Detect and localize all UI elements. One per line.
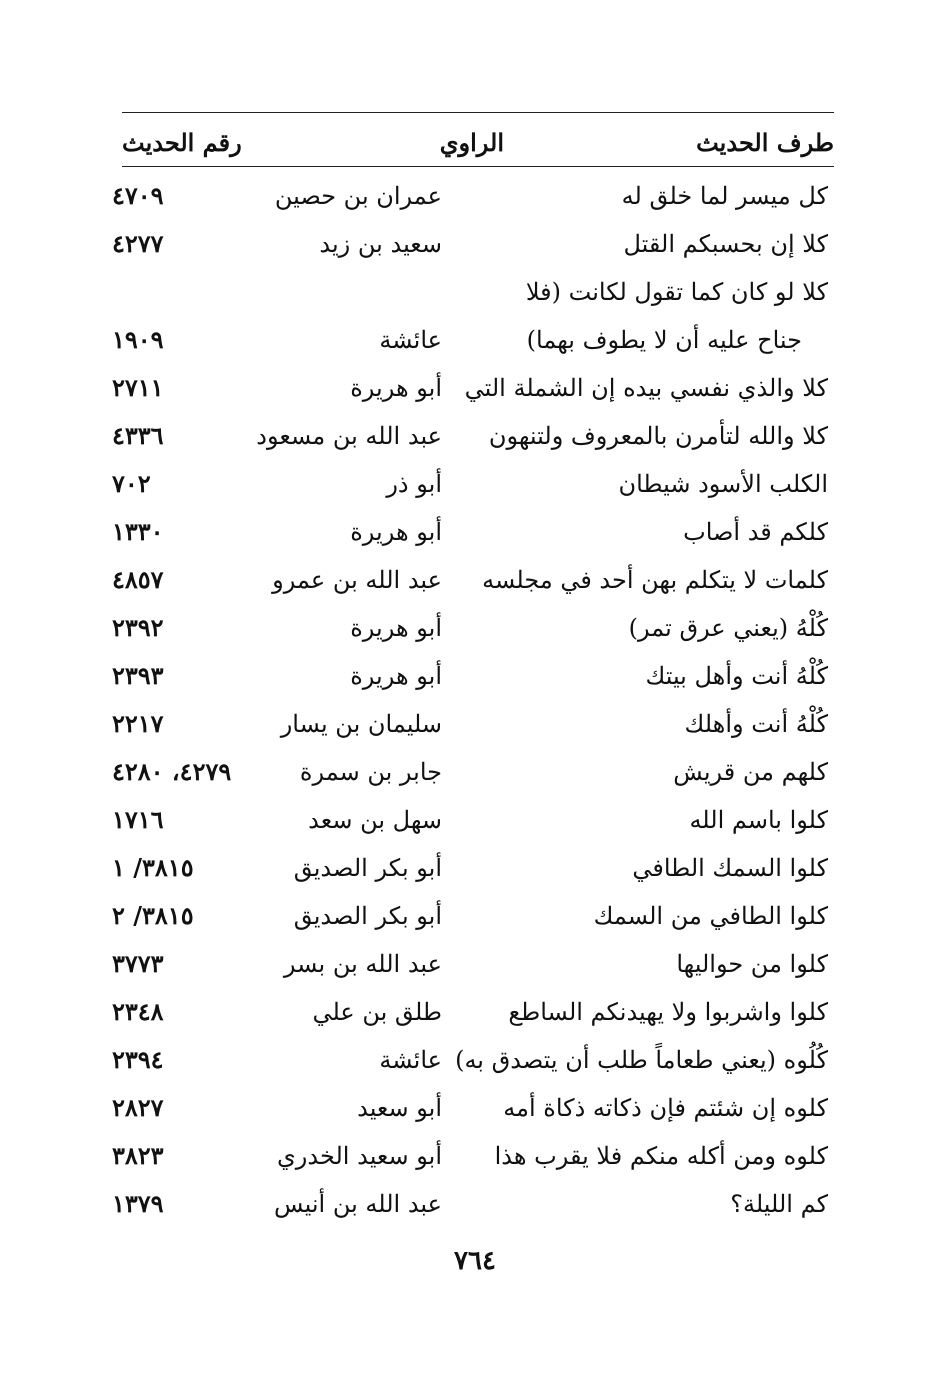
hadith-number: ٢٣٩٤ bbox=[112, 1045, 164, 1074]
hadith-number: ٤٧٠٩ bbox=[112, 181, 164, 210]
hadith-index-table bbox=[0, 172, 950, 1228]
hadith-text: كلا لو كان كما تقول لكانت (فلا bbox=[525, 278, 828, 306]
hadith-text: كل ميسر لما خلق له bbox=[621, 182, 828, 210]
narrator: أبو بكر الصديق bbox=[293, 854, 442, 882]
narrator: سهل بن سعد bbox=[308, 806, 442, 834]
hadith-number: ١٩٠٩ bbox=[112, 325, 164, 354]
narrator: طلق بن علي bbox=[312, 998, 442, 1026]
hadith-number: ٧٠٢ bbox=[112, 469, 151, 498]
table-row bbox=[0, 268, 950, 316]
hadith-text: كلوه ومن أكله منكم فلا يقرب هذا bbox=[494, 1142, 828, 1170]
table-row bbox=[0, 316, 950, 364]
hadith-number: ١٣٧٩ bbox=[112, 1189, 164, 1218]
narrator: سليمان بن يسار bbox=[280, 710, 442, 738]
narrator: عمران بن حصين bbox=[274, 182, 442, 210]
narrator: عائشة bbox=[379, 1046, 442, 1074]
hadith-number: ٤٢٧٩، ٤٢٨٠ bbox=[112, 757, 232, 786]
header-hadith-text: طرف الحديث bbox=[696, 128, 834, 157]
table-row bbox=[0, 172, 950, 220]
hadith-text: كلمات لا يتكلم بهن أحد في مجلسه bbox=[482, 566, 828, 594]
narrator: عبد الله بن عمرو bbox=[272, 566, 442, 594]
table-row bbox=[0, 700, 950, 748]
table-row bbox=[0, 748, 950, 796]
narrator: أبو هريرة bbox=[350, 518, 442, 546]
hadith-text: كلهم من قريش bbox=[673, 758, 828, 786]
hadith-text: كُلْهُ أنت وأهل بيتك bbox=[645, 662, 828, 690]
narrator: أبو بكر الصديق bbox=[293, 902, 442, 930]
table-row bbox=[0, 844, 950, 892]
hadith-number: ٣٨١٥/ ٢ bbox=[112, 901, 194, 930]
table-row bbox=[0, 1180, 950, 1228]
table-row bbox=[0, 412, 950, 460]
hadith-text: كم الليلة؟ bbox=[730, 1190, 828, 1218]
page-number: ٧٦٤ bbox=[454, 1246, 496, 1276]
hadith-text: كُلْهُ (يعني عرق تمر) bbox=[628, 614, 828, 642]
hadith-number: ٣٧٧٣ bbox=[112, 949, 164, 978]
hadith-number: ٣٨٢٣ bbox=[112, 1141, 164, 1170]
hadith-number: ٢٨٢٧ bbox=[112, 1093, 164, 1122]
hadith-number: ٢٣٩٢ bbox=[112, 613, 164, 642]
narrator: أبو هريرة bbox=[350, 662, 442, 690]
hadith-number: ١٣٣٠ bbox=[112, 517, 164, 546]
narrator: عائشة bbox=[379, 326, 442, 354]
hadith-number: ٤٣٣٦ bbox=[112, 421, 164, 450]
hadith-number: ٢٢١٧ bbox=[112, 709, 164, 738]
hadith-text: كلوا من حواليها bbox=[676, 950, 828, 978]
header-hadith-number: رقم الحديث bbox=[122, 128, 242, 157]
table-row bbox=[0, 796, 950, 844]
hadith-text: جناح عليه أن لا يطوف بهما) bbox=[526, 326, 802, 354]
narrator: جابر بن سمرة bbox=[299, 758, 442, 786]
narrator: أبو هريرة bbox=[350, 614, 442, 642]
narrator: أبو هريرة bbox=[350, 374, 442, 402]
hadith-number: ٣٨١٥/ ١ bbox=[112, 853, 194, 882]
hadith-number: ١٧١٦ bbox=[112, 805, 164, 834]
table-row bbox=[0, 940, 950, 988]
hadith-text: كلا والذي نفسي بيده إن الشملة التي bbox=[464, 374, 828, 402]
hadith-text: كلوا السمك الطافي bbox=[632, 854, 828, 882]
hadith-text: كُلُوه (يعني طعاماً طلب أن يتصدق به) bbox=[455, 1046, 828, 1074]
table-row bbox=[0, 1084, 950, 1132]
narrator: أبو سعيد bbox=[357, 1094, 442, 1122]
hadith-number: ٢٧١١ bbox=[112, 373, 164, 402]
narrator: أبو سعيد الخدري bbox=[277, 1142, 442, 1170]
hadith-text: كلوا الطافي من السمك bbox=[593, 902, 828, 930]
table-row bbox=[0, 364, 950, 412]
narrator: عبد الله بن أنيس bbox=[274, 1190, 442, 1218]
hadith-text: كلكم قد أصاب bbox=[683, 518, 828, 546]
table-row bbox=[0, 220, 950, 268]
hadith-text: كلوه إن شئتم فإن ذكاته ذكاة أمه bbox=[503, 1094, 828, 1122]
narrator: عبد الله بن مسعود bbox=[256, 422, 442, 450]
header-narrator: الراوي bbox=[439, 128, 504, 157]
table-row bbox=[0, 988, 950, 1036]
table-row bbox=[0, 508, 950, 556]
table-row bbox=[0, 604, 950, 652]
hadith-text: كلا إن بحسبكم القتل bbox=[623, 230, 828, 258]
header-rule bbox=[122, 166, 834, 167]
table-row bbox=[0, 1132, 950, 1180]
hadith-number: ٢٣٩٣ bbox=[112, 661, 164, 690]
top-rule bbox=[122, 112, 834, 113]
hadith-text: كلا والله لتأمرن بالمعروف ولتنهون bbox=[488, 422, 828, 450]
hadith-text: كلوا باسم الله bbox=[689, 806, 828, 834]
hadith-text: كُلْهُ أنت وأهلك bbox=[684, 710, 828, 738]
table-row bbox=[0, 460, 950, 508]
table-row bbox=[0, 652, 950, 700]
table-row bbox=[0, 1036, 950, 1084]
hadith-number: ٤٢٧٧ bbox=[112, 229, 164, 258]
narrator: عبد الله بن بسر bbox=[283, 950, 442, 978]
hadith-text: كلوا واشربوا ولا يهيدنكم الساطع bbox=[508, 998, 828, 1026]
narrator: سعيد بن زيد bbox=[319, 230, 442, 258]
hadith-text: الكلب الأسود شيطان bbox=[618, 470, 828, 498]
table-header bbox=[118, 118, 834, 168]
table-row bbox=[0, 892, 950, 940]
hadith-number: ٢٣٤٨ bbox=[112, 997, 164, 1026]
hadith-number: ٤٨٥٧ bbox=[112, 565, 164, 594]
table-row bbox=[0, 556, 950, 604]
narrator: أبو ذر bbox=[386, 470, 442, 498]
